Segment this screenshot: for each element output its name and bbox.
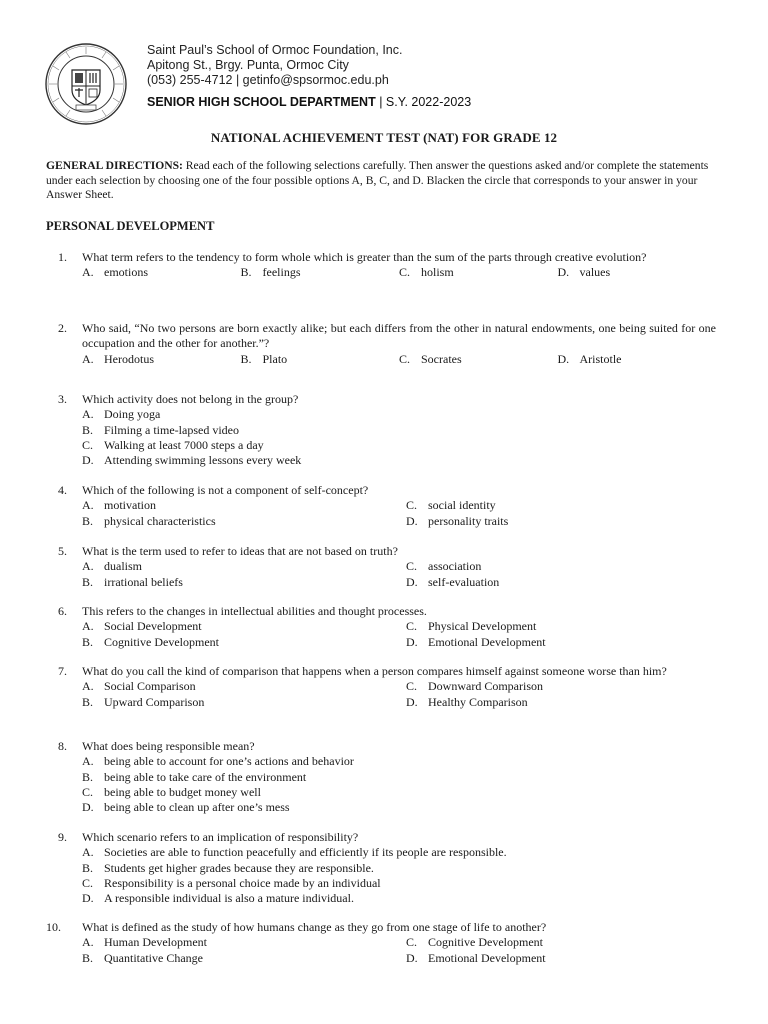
answer-option	[82, 754, 716, 769]
answer-option	[82, 695, 406, 710]
option-text: emotions	[104, 265, 148, 280]
question-number: 3.	[58, 392, 67, 406]
answer-option	[82, 352, 241, 367]
option-letter: A.	[82, 559, 94, 574]
option-letter: C.	[399, 265, 411, 280]
option-letter: B.	[82, 634, 94, 649]
question-text: Who said, “No two persons are born exactly alike; but each differs from the other in natural endowments, one being suited for one occupation and the other for another.”?	[82, 321, 716, 351]
option-letter: C.	[406, 559, 418, 574]
answer-options	[82, 265, 716, 280]
option-letter: C.	[406, 619, 418, 634]
option-text: Attending swimming lessons every week	[104, 453, 302, 468]
option-text: feelings	[262, 265, 301, 280]
option-text: irrational beliefs	[104, 574, 183, 589]
option-letter: A.	[82, 498, 94, 513]
answer-options	[82, 407, 716, 468]
option-letter: D.	[82, 453, 94, 468]
option-text: Emotional Development	[428, 950, 546, 965]
question-text: Which activity does not belong in the group?	[82, 392, 299, 406]
answer-option	[82, 453, 716, 468]
option-letter: B.	[240, 265, 252, 280]
option-text: personality traits	[428, 513, 509, 528]
question-item	[46, 604, 716, 650]
option-letter: D.	[406, 513, 418, 528]
school-seal-logo	[44, 42, 128, 126]
option-text: association	[428, 559, 482, 574]
question-number: 5.	[58, 544, 67, 558]
answer-option	[82, 619, 406, 634]
question-item	[46, 664, 716, 710]
option-letter: D.	[82, 891, 94, 906]
option-text: Quantitative Change	[104, 950, 203, 965]
option-letter: C.	[406, 679, 418, 694]
option-letter: A.	[82, 679, 94, 694]
question-text: What is defined as the study of how humans change as they go from one stage of life to another?	[82, 920, 547, 934]
answer-option	[82, 951, 406, 966]
answer-option	[82, 438, 716, 453]
question-text: Which scenario refers to an implication of responsibility?	[82, 830, 359, 844]
option-text: holism	[421, 265, 454, 280]
general-directions	[46, 159, 716, 203]
option-letter: D.	[406, 634, 418, 649]
answer-option	[82, 423, 716, 438]
option-letter: B.	[82, 422, 94, 437]
question-item	[46, 920, 716, 966]
option-text: Cognitive Development	[104, 634, 219, 649]
answer-option	[406, 635, 706, 650]
question-number: 7.	[58, 664, 67, 678]
test-title: NATIONAL ACHIEVEMENT TEST (NAT) FOR GRADE 12	[210, 130, 558, 145]
department-name: SENIOR HIGH SCHOOL DEPARTMENT	[147, 95, 376, 109]
option-text: being able to clean up after one’s mess	[104, 800, 290, 815]
answer-option	[241, 352, 400, 367]
option-letter: C.	[406, 935, 418, 950]
question-item	[46, 544, 716, 590]
department-line	[147, 95, 471, 109]
option-text: Social Comparison	[104, 679, 196, 694]
option-letter: D.	[82, 800, 94, 815]
option-text: physical characteristics	[104, 513, 216, 528]
answer-option	[82, 514, 406, 529]
question-text: What is the term used to refer to ideas that are not based on truth?	[82, 544, 398, 558]
option-text: Plato	[262, 351, 288, 366]
option-letter: A.	[82, 619, 94, 634]
answer-options	[82, 498, 716, 529]
option-letter: D.	[406, 574, 418, 589]
question-text: What does being responsible mean?	[82, 739, 255, 753]
option-text: Social Development	[104, 619, 202, 634]
option-text: Walking at least 7000 steps a day	[104, 437, 264, 452]
answer-options	[82, 619, 716, 650]
answer-option	[82, 845, 716, 860]
question-item	[46, 830, 716, 906]
option-letter: B.	[82, 950, 94, 965]
option-text: being able to budget money well	[104, 784, 261, 799]
answer-options	[82, 754, 716, 815]
option-text: Upward Comparison	[104, 694, 205, 709]
answer-option	[406, 514, 706, 529]
question-number: 8.	[58, 739, 67, 753]
option-letter: C.	[399, 351, 411, 366]
answer-option	[82, 635, 406, 650]
option-text: Emotional Development	[428, 634, 546, 649]
option-letter: B.	[82, 860, 94, 875]
answer-option	[82, 800, 716, 815]
option-text: Physical Development	[428, 619, 537, 634]
answer-option	[406, 575, 706, 590]
option-text: Socrates	[421, 351, 462, 366]
school-contact: (053) 255-4712 | getinfo@spsormoc.edu.ph	[147, 73, 389, 87]
option-text: Downward Comparison	[428, 679, 543, 694]
answer-option	[558, 265, 717, 280]
option-letter: B.	[82, 769, 94, 784]
answer-option	[82, 265, 241, 280]
option-letter: C.	[82, 784, 94, 799]
question-item	[46, 392, 716, 468]
question-number: 9.	[58, 830, 67, 844]
option-letter: B.	[82, 513, 94, 528]
answer-option	[406, 951, 706, 966]
school-address: Apitong St., Brgy. Punta, Ormoc City	[147, 58, 349, 72]
option-letter: C.	[406, 498, 418, 513]
option-text: Societies are able to function peacefully and efficiently if its people are responsible.	[104, 845, 507, 860]
option-letter: D.	[406, 950, 418, 965]
school-name: Saint Paul’s School of Ormoc Foundation, Inc.	[147, 43, 403, 57]
option-text: Responsibility is a personal choice made by an individual	[104, 875, 381, 890]
answer-option	[82, 559, 406, 574]
school-info	[147, 43, 402, 88]
option-text: dualism	[104, 559, 142, 574]
option-text: Doing yoga	[104, 407, 161, 422]
option-text: being able to take care of the environment	[104, 769, 307, 784]
option-text: Filming a time-lapsed video	[104, 422, 239, 437]
answer-option	[82, 891, 716, 906]
question-number: 4.	[58, 483, 67, 497]
answer-option	[406, 695, 706, 710]
option-letter: D.	[557, 265, 570, 280]
option-letter: A.	[82, 754, 94, 769]
answer-option	[241, 265, 400, 280]
option-letter: C.	[82, 437, 94, 452]
answer-options	[82, 559, 716, 590]
option-text: self-evaluation	[428, 574, 500, 589]
question-item	[46, 321, 716, 367]
answer-option	[406, 559, 706, 574]
answer-option	[82, 770, 716, 785]
directions-label: GENERAL DIRECTIONS:	[46, 159, 183, 172]
option-letter: D.	[406, 694, 418, 709]
option-text: social identity	[428, 498, 496, 513]
option-letter: A.	[82, 407, 94, 422]
option-letter: B.	[82, 574, 94, 589]
answer-options	[82, 352, 716, 367]
option-letter: A.	[82, 351, 94, 366]
option-text: motivation	[104, 498, 156, 513]
question-text: What term refers to the tendency to form whole which is greater than the sum of the parts through creative evolution?	[82, 250, 647, 264]
answer-option	[82, 861, 716, 876]
answer-option	[406, 935, 706, 950]
answer-option	[82, 935, 406, 950]
option-letter: B.	[82, 694, 94, 709]
option-text: Herodotus	[104, 351, 154, 366]
answer-option	[558, 352, 717, 367]
section-title: PERSONAL DEVELOPMENT	[46, 219, 215, 233]
option-text: Aristotle	[579, 351, 622, 366]
answer-option	[82, 575, 406, 590]
option-text: A responsible individual is also a mature individual.	[104, 891, 354, 906]
option-letter: B.	[240, 351, 252, 366]
answer-option	[406, 679, 706, 694]
question-item	[46, 250, 716, 281]
answer-options	[82, 679, 716, 710]
answer-options	[82, 935, 716, 966]
answer-option	[399, 265, 558, 280]
answer-option	[406, 619, 706, 634]
option-text: Cognitive Development	[428, 935, 543, 950]
question-item	[46, 483, 716, 529]
question-number: 6.	[58, 604, 67, 618]
answer-options	[82, 845, 716, 906]
answer-option	[82, 785, 716, 800]
question-number: 1.	[58, 250, 67, 264]
option-letter: A.	[82, 845, 94, 860]
question-text: Which of the following is not a component of self-concept?	[82, 483, 369, 497]
directions-text: Read each of the following selections carefully. Then answer the questions asked and/or complete the statements under each selection by choosing one of the four possible options A, B, C, and D. Blacken the circle that corresponds to your answer in your Answer Sheet.	[46, 159, 709, 201]
question-text: This refers to the changes in intellectual abilities and thought processes.	[82, 604, 427, 618]
option-text: being able to account for one’s actions and behavior	[104, 754, 354, 769]
option-text: Students get higher grades because they are responsible.	[104, 860, 374, 875]
answer-option	[82, 876, 716, 891]
answer-option	[82, 498, 406, 513]
question-text: What do you call the kind of comparison that happens when a person compares himself against someone worse than him?	[82, 664, 667, 678]
option-letter: D.	[557, 351, 570, 366]
question-number: 2.	[58, 321, 67, 335]
document-header	[0, 0, 768, 120]
answer-option	[82, 407, 716, 422]
question-item	[46, 739, 716, 815]
option-text: values	[579, 265, 611, 280]
option-text: Human Development	[104, 935, 207, 950]
option-letter: A.	[82, 935, 94, 950]
option-letter: C.	[82, 875, 94, 890]
question-number: 10.	[46, 920, 61, 934]
school-year: | S.Y. 2022-2023	[375, 95, 472, 109]
answer-option	[399, 352, 558, 367]
option-text: Healthy Comparison	[428, 694, 528, 709]
answer-option	[406, 498, 706, 513]
option-letter: A.	[82, 265, 94, 280]
answer-option	[82, 679, 406, 694]
